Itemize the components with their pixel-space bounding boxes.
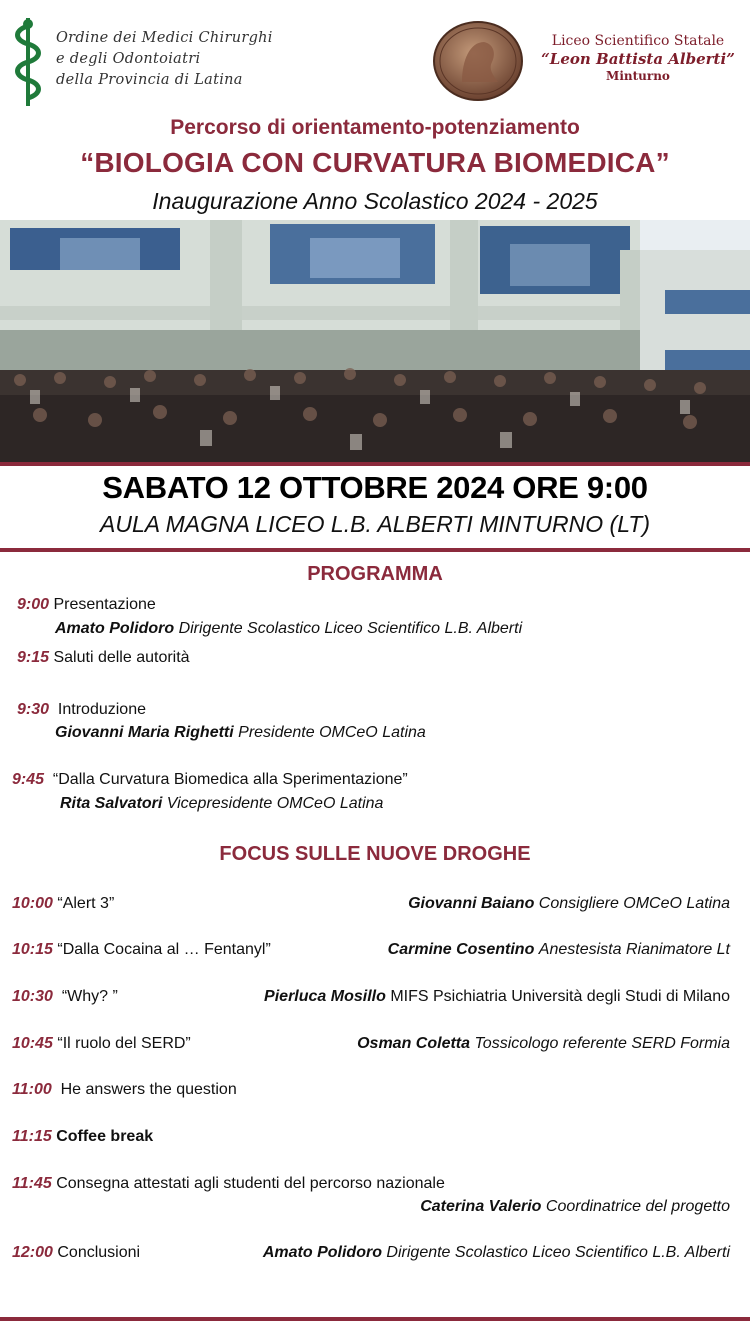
list-item [12,1175,445,1193]
speaker-name: Caterina Valerio [420,1198,542,1215]
item-speaker-line [263,1244,730,1262]
school-name [528,32,748,84]
item-speaker-line [55,724,426,742]
item-title: “Dalla Cocaina al … Fentanyl” [57,941,271,958]
speaker-role: Presidente OMCeO Latina [238,724,426,741]
school-crowd-photo [0,220,750,462]
item-time: 11:00 [12,1081,52,1098]
item-time: 9:00 [17,596,50,613]
divider [0,462,750,466]
event-date: SABATO 12 OTTOBRE 2024 ORE 9:00 [102,470,648,505]
item-title: Introduzione [57,701,146,718]
caduceus-icon [8,16,48,108]
course-title: “BIOLOGIA CON CURVATURA BIOMEDICA” [80,147,670,178]
list-item [17,701,146,719]
speaker-role: MIFS Psichiatria Università degli Studi di Milano [390,988,730,1005]
item-time: 9:30 [17,701,50,718]
speaker-name: Giovanni Maria Righetti [55,724,234,741]
school-line-3: Minturno [606,69,670,83]
item-speaker-line [357,1035,730,1053]
speaker-role: Coordinatrice del progetto [545,1198,730,1215]
list-item [12,1128,153,1146]
list-item [12,895,114,913]
item-time: 9:15 [17,649,50,666]
item-time: 10:45 [12,1035,53,1052]
item-time: 11:15 [12,1128,52,1145]
event-title: Inaugurazione Anno Scolastico 2024 - 2025 [152,188,598,214]
item-title: Coffee break [56,1128,154,1145]
item-title: “Dalla Curvatura Biomedica alla Sperimentazione” [52,771,408,788]
item-title: Conclusioni [57,1244,141,1261]
speaker-name: Osman Coletta [357,1035,471,1052]
item-title: Presentazione [53,596,156,613]
speaker-role: Consigliere OMCeO Latina [538,895,730,912]
course-subtitle: Percorso di orientamento-potenziamento [170,116,580,139]
item-time: 11:45 [12,1175,52,1192]
list-item [12,1035,191,1053]
event-venue: AULA MAGNA LICEO L.B. ALBERTI MINTURNO (LT) [100,511,650,537]
item-time: 10:00 [12,895,53,912]
list-item [17,649,190,667]
speaker-role: Dirigente Scolastico Liceo Scientifico L.B. Alberti [178,620,523,637]
speaker-role: Dirigente Scolastico Liceo Scientifico L.B. Alberti [386,1244,730,1261]
omceo-line-1: Ordine dei Medici Chirurghi [56,30,273,46]
list-item [12,941,271,959]
speaker-role: Tossicologo referente SERD Formia [474,1035,730,1052]
speaker-role: Vicepresidente OMCeO Latina [166,795,384,812]
item-title: “Alert 3” [57,895,115,912]
item-title: He answers the question [60,1081,237,1098]
list-item [17,596,156,614]
speaker-role: Anestesista Rianimatore Lt [538,941,730,958]
speaker-name: Rita Salvatori [60,795,163,812]
item-speaker-line [388,941,730,959]
omceo-line-3: della Provincia di Latina [56,72,243,88]
item-speaker-line [420,1198,730,1216]
speaker-name: Carmine Cosentino [387,941,535,958]
item-speaker-line [408,895,730,913]
list-item [12,771,408,789]
item-time: 12:00 [12,1244,53,1261]
focus-heading: FOCUS SULLE NUOVE DROGHE [219,843,531,865]
programma-heading: PROGRAMMA [307,563,443,585]
speaker-name: Pierluca Mosillo [264,988,386,1005]
item-time: 9:45 [12,771,45,788]
school-line-2: “Leon Battista Alberti” [541,50,735,68]
item-title: “Il ruolo del SERD” [57,1035,191,1052]
item-speaker-line [55,620,522,638]
list-item [12,1244,140,1262]
divider [0,548,750,552]
item-title: “Why? ” [61,988,118,1005]
list-item [12,1081,237,1099]
item-title: Saluti delle autorità [53,649,190,666]
speaker-name: Amato Polidoro [55,620,175,637]
list-item [12,988,118,1006]
item-time: 10:15 [12,941,53,958]
speaker-name: Giovanni Baiano [408,895,535,912]
item-speaker-line [60,795,383,813]
speaker-name: Amato Polidoro [262,1244,382,1261]
alberti-medal-logo [432,20,524,102]
item-title: Consegna attestati agli studenti del percorso nazionale [56,1175,445,1192]
omceo-line-2: e degli Odontoiatri [56,51,201,67]
item-time: 10:30 [12,988,53,1005]
school-line-1: Liceo Scientifico Statale [551,33,725,49]
item-speaker-line [264,988,730,1006]
omceo-name [56,28,273,91]
divider [0,1317,750,1321]
